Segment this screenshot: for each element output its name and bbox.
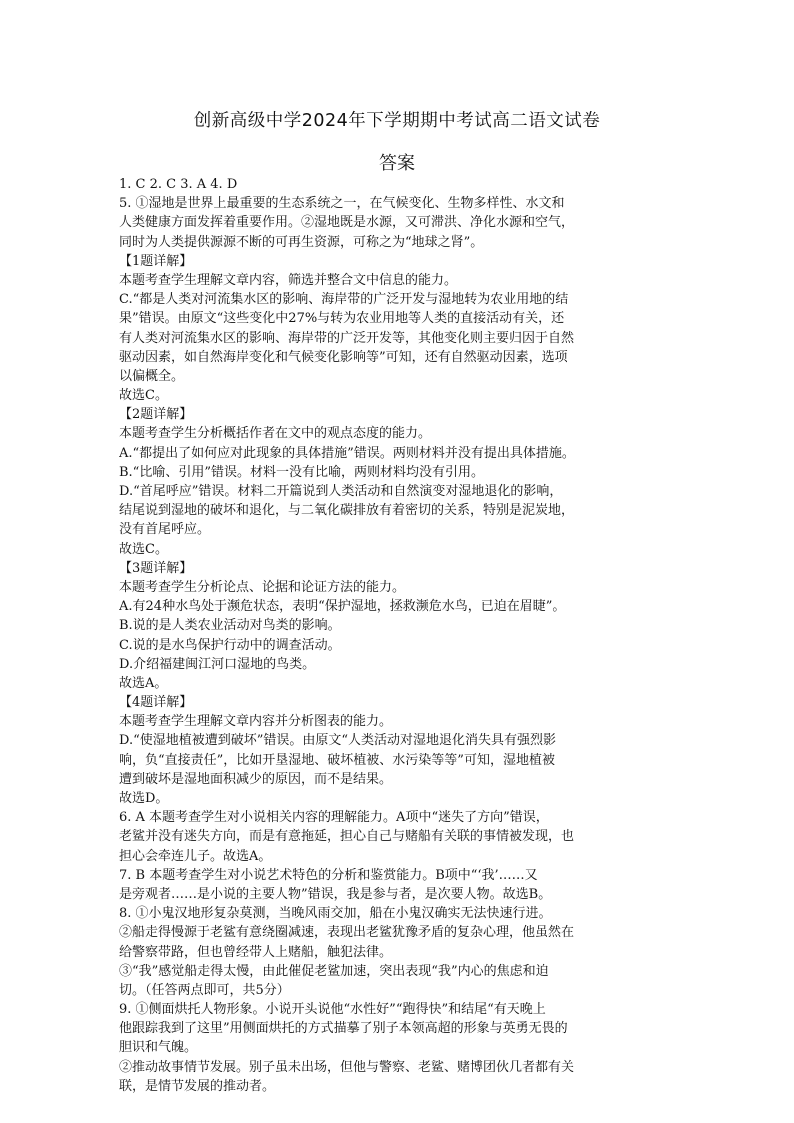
text-line: 6. A 本题考查学生对小说相关内容的理解能力。A项中“迷失了方向”错误， [119,810,549,826]
text-line: 胆识和气魄。 [119,1040,198,1056]
text-line: 【1题详解】 [119,253,193,269]
text-line: 给警察带路，但也曾经带人上赌船，触犯法律。 [119,944,393,960]
text-line: 【4题详解】 [119,695,193,711]
text-line: 【2题详解】 [119,407,193,423]
text-line: 同时为人类提供源源不断的可再生资源，可称之为“地球之肾”。 [119,234,484,250]
text-line: 故选C。 [119,388,168,404]
text-line: D.“使湿地植被遭到破坏”错误。由原文“人类活动对湿地退化消失具有强烈影 [119,733,557,749]
text-line: C.“都是人类对河流集水区的影响、海岸带的广泛开发与湿地转为农业用地的结 [119,292,569,308]
text-line: 7. B 本题考查学生对小说艺术特色的分析和鉴赏能力。B项中“‘我’……又 [119,867,538,883]
text-line: 本题考查学生分析论点、论据和论证方法的能力。 [119,579,406,595]
text-line: 切。（任答两点即可，共5分） [119,982,290,998]
text-line: B.说的是人类农业活动对鸟类的影响。 [119,618,341,634]
text-line: 人类健康方面发挥着重要作用。②湿地既是水源，又可滞洪、净化水源和空气， [119,215,575,231]
text-line: D.介绍福建闽江河口湿地的鸟类。 [119,656,316,672]
text-line: A.“都提出了如何应对此现象的具体措施”错误。两则材料并没有提出具体措施。 [119,445,575,461]
text-line: 是旁观者……是小说的主要人物”错误，我是参与者，是次要人物。故选B。 [119,886,552,902]
text-line: 本题考查学生理解文章内容并分析图表的能力。 [119,714,393,730]
text-line: 【3题详解】 [119,560,193,576]
text-line: 有人类对河流集水区的影响、海岸带的广泛开发等，其他变化则主要归因于自然 [119,330,575,346]
text-line: 遭到破坏是湿地面积减少的原因，而不是结果。 [119,771,393,787]
text-line: 结尾说到湿地的破坏和退化，与二氧化碳排放有着密切的关系，特别是泥炭地， [119,503,575,519]
text-line: D.“首尾呼应”错误。材料二开篇说到人类活动和自然演变对湿地退化的影响， [119,484,563,499]
text-line: 老鲨并没有迷失方向，而是有意拖延，担心自己与赌船有关联的事情被发现，也 [119,829,575,845]
text-line: B.“比喻、引用”错误。材料一没有比喻，两则材料均没有引用。 [119,464,484,480]
text-line: 联，是情节发展的推动者。 [119,1078,276,1094]
text-line: 故选A。 [119,675,168,691]
text-line: C.说的是水鸟保护行动中的调查活动。 [119,637,341,653]
answer-body [119,175,684,1096]
text-line: ③“我”感觉船走得太慢，由此催促老鲨加速，突出表现“我”内心的焦虑和迫 [119,963,549,979]
text-line: 响，负“直接责任”，比如开垦湿地、破坏植被、水污染等等”可知，湿地植被 [119,752,555,768]
text-line: 故选C。 [119,541,168,557]
text-line: 本题考查学生分析概括作者在文中的观点态度的能力。 [119,426,432,442]
text-line: 驱动因素，如自然海岸变化和气候变化影响等”可知，还有自然驱动因素，选项 [119,349,568,365]
text-line: A.有24种水鸟处于濒危状态，表明“保护湿地，拯救濒危水鸟，已迫在眉睫”。 [119,599,566,615]
text-line: ②船走得慢源于老鲨有意绕圈减速，表现出老鲨犹豫矛盾的复杂心理，他虽然在 [119,925,575,941]
text-line: 9. ①侧面烘托人物形象。小说开头说他“水性好”“跑得快”和结尾“有天晚上 [119,1002,546,1018]
text-line: ②推动故事情节发展。别子虽未出场，但他与警察、老鲨、赌博团伙几者都有关 [119,1059,575,1075]
text-line: 本题考查学生理解文章内容，筛选并整合文中信息的能力。 [119,272,458,288]
page-title: 创新高级中学2024年下学期期中考试高二语文试卷 [193,111,601,131]
text-line: 没有首尾呼应。 [119,522,211,538]
page-subtitle: 答案 [379,153,415,174]
text-line: 1. C 2. C 3. A 4. D [119,177,238,192]
text-line: 以偏概全。 [119,368,185,384]
text-line: 他跟踪我到了这里”用侧面烘托的方式描摹了别子本领高超的形象与英勇无畏的 [119,1021,568,1037]
text-line: 故选D。 [119,791,169,806]
text-line: 果”错误。由原文“这些变化中27%与转为农业用地等人类的直接活动有关，还 [119,311,565,327]
text-line: 5. ①湿地是世界上最重要的生态系统之一，在气候变化、生物多样性、水文和 [119,196,565,212]
text-line: 担心会牵连儿子。故选A。 [119,848,272,864]
text-line: 8. ①小鬼汉地形复杂莫测，当晚风雨交加，船在小鬼汉确实无法快速行进。 [119,906,552,922]
